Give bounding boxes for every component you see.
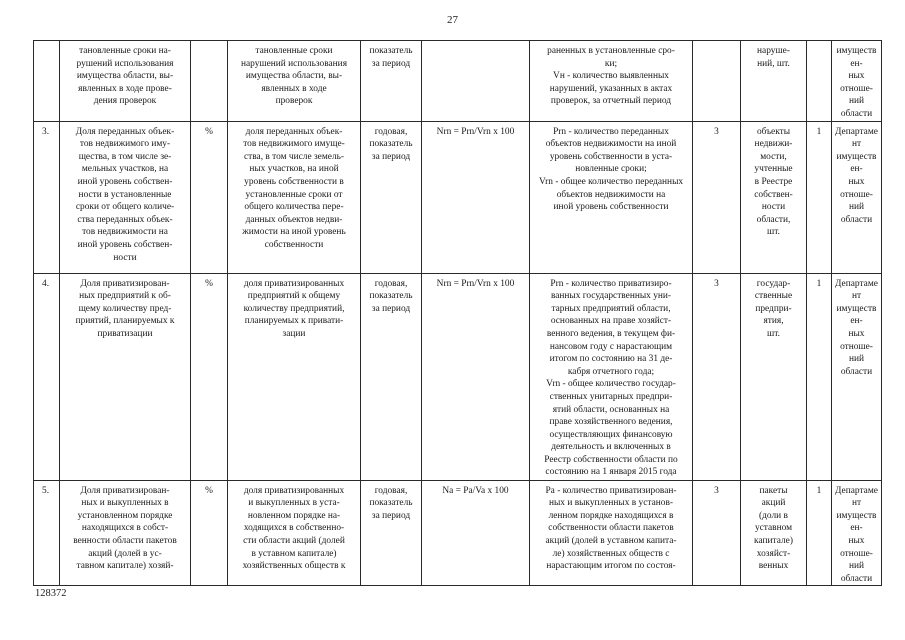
- page-number: 27: [447, 14, 458, 26]
- cell-responsible: имуществен- ных отноше- ний области: [832, 41, 882, 122]
- cell-method: 3: [693, 273, 741, 480]
- cell-indicator-name: тановленные сроки на- рушений использования имущества области, вы- явленных в ходе прове- дения проверок: [60, 41, 191, 122]
- cell-num: [34, 41, 60, 122]
- cell-responsible: Департамент имуществен- ных отноше- ний области: [832, 480, 882, 586]
- cell-indicator-name: Доля приватизирован- ных предприятий к об- щему количеству пред- приятий, планируемых к приватизации: [60, 273, 191, 480]
- cell-unit: %: [191, 121, 228, 273]
- cell-method: 3: [693, 121, 741, 273]
- cell-definition: доля приватизированных предприятий к общему количеству предприятий, планируемых к привати- зации: [228, 273, 361, 480]
- table-row: [34, 121, 882, 273]
- cell-formula: Na = Pa/Va x 100: [422, 480, 530, 586]
- table-row: [34, 273, 882, 480]
- cell-definition: доля приватизированных и выкупленных в уста- новленном порядке на- ходящихся в собственно- сти области акций (долей в уставном капитале) хозяйственных обществ к: [228, 480, 361, 586]
- cell-components: Prn - количество переданных объектов недвижимости на иной уровень собственности в уста- новленные сроки; Vrn - общее количество переданных объектов недвижимости на иной уровень собственности: [530, 121, 693, 273]
- cell-periodicity: показатель за период: [361, 41, 422, 122]
- cell-periodicity: годовая, показатель за период: [361, 121, 422, 273]
- cell-source-unit: пакеты акций (доли в уставном капитале) хозяйст- венных: [741, 480, 807, 586]
- cell-responsible-code: [807, 41, 832, 122]
- cell-unit: [191, 41, 228, 122]
- cell-definition: доля переданных объек- тов недвижимого имуще- ства, в том числе земель- ных участков, на иной уровень собственности в установленные сроки от общего количества пере- данных объектов недви- жимости на иной уровень собственности: [228, 121, 361, 273]
- cell-components: раненных в установленные сро- ки; Vн - количество выявленных нарушений, указанных в актах проверок, за отчетный период: [530, 41, 693, 122]
- cell-num: 5.: [34, 480, 60, 586]
- cell-source-unit: государ- ственные предпри- ятия, шт.: [741, 273, 807, 480]
- cell-method: 3: [693, 480, 741, 586]
- cell-indicator-name: Доля приватизирован- ных и выкупленных в установленном порядке находящихся в собст- венности области пакетов акций (долей в ус- тавном капитале) хозяй-: [60, 480, 191, 586]
- table-row: [34, 480, 882, 586]
- cell-formula: [422, 41, 530, 122]
- cell-unit: %: [191, 273, 228, 480]
- cell-source-unit: объекты недвижи- мости, учтенные в Реестре собствен- ности области, шт.: [741, 121, 807, 273]
- cell-definition: тановленные сроки нарушений использования имущества области, вы- явленных в ходе проверок: [228, 41, 361, 122]
- cell-components: Pa - количество приватизирован- ных и выкупленных в установ- ленном порядке находящихся в собственности области пакетов акций (долей в уставном капита- ле) хозяйственных обществ с нарастающим итогом по состоя-: [530, 480, 693, 586]
- cell-responsible-code: 1: [807, 480, 832, 586]
- cell-formula: Nrn = Prn/Vrn x 100: [422, 121, 530, 273]
- cell-method: [693, 41, 741, 122]
- cell-components: Prn - количество приватизиро- ванных государственных уни- тарных предприятий области, основанных на праве хозяйст- венного ведения, в текущем фи- нансовом году с нарастающим итогом по состоянию на 31 де- кабря отчетного года; Vrn - общее количество государ- ственных унитарных предпри- ятий области, основанных на праве хозяйственного ведения, осуществляющих финансовую деятельность и включенных в Реестр собственности области по состоянию на 1 января 2015 года: [530, 273, 693, 480]
- cell-num: 3.: [34, 121, 60, 273]
- table-row-continuation: [34, 41, 882, 122]
- cell-unit: %: [191, 480, 228, 586]
- cell-periodicity: годовая, показатель за период: [361, 480, 422, 586]
- cell-periodicity: годовая, показатель за период: [361, 273, 422, 480]
- cell-responsible: Департамент имуществен- ных отноше- ний области: [832, 121, 882, 273]
- cell-responsible: Департамент имуществен- ных отноше- ний области: [832, 273, 882, 480]
- cell-responsible-code: 1: [807, 121, 832, 273]
- cell-indicator-name: Доля переданных объек- тов недвижимого иму- щества, в том числе зе- мельных участков, на иной уровень собствен- ности в установленные сроки от общего количе- ства переданных объек- тов недвижимости на иной уровень собствен- ности: [60, 121, 191, 273]
- cell-responsible-code: 1: [807, 273, 832, 480]
- cell-source-unit: наруше- ний, шт.: [741, 41, 807, 122]
- cell-formula: Nrn = Prn/Vrn x 100: [422, 273, 530, 480]
- document-code: 128372: [35, 588, 67, 599]
- cell-num: 4.: [34, 273, 60, 480]
- indicators-table: [33, 40, 882, 586]
